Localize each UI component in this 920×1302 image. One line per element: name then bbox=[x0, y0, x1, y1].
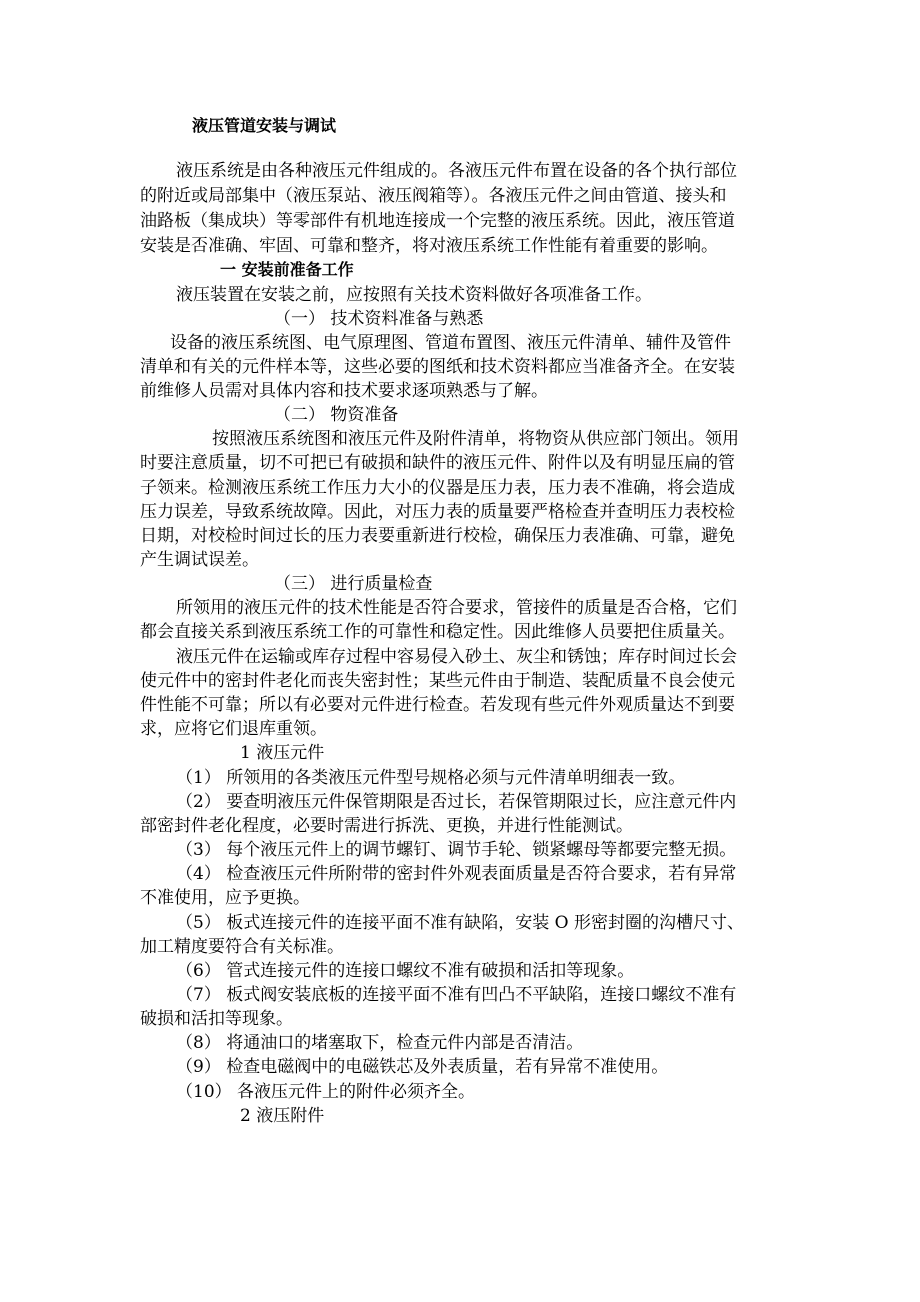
list-item-continuation: 加工精度要符合有关标准。 bbox=[140, 937, 344, 957]
document-title: 液压管道安装与调试 bbox=[192, 116, 337, 135]
paragraph-line: 前维修人员需对具体内容和技术要求逐项熟悉与了解。 bbox=[140, 381, 548, 401]
list-item: （4） 检查液压元件所附带的密封件外观表面质量是否符合要求，若有异常 bbox=[176, 864, 737, 884]
item-group-heading: 1 液压元件 bbox=[240, 743, 325, 763]
paragraph-line: 所领用的液压元件的技术性能是否符合要求，管接件的质量是否合格，它们 bbox=[176, 598, 737, 618]
paragraph-line: 液压元件在运输或库存过程中容易侵入砂土、灰尘和锈蚀；库存时间过长会 bbox=[176, 647, 737, 667]
paragraph-line: 设备的液压系统图、电气原理图、管道布置图、液压元件清单、辅件及管件 bbox=[170, 333, 731, 353]
paragraph-line: 按照液压系统图和液压元件及附件清单，将物资从供应部门领出。领用 bbox=[212, 429, 739, 449]
list-item: （9） 检查电磁阀中的电磁铁芯及外表质量，若有异常不准使用。 bbox=[176, 1057, 669, 1077]
paragraph-line: 使元件中的密封件老化而丧失密封性；某些元件由于制造、装配质量不良会使元 bbox=[140, 671, 735, 691]
subsection-heading: （二） 物资准备 bbox=[274, 405, 399, 425]
intro-line: 油路板（集成块）等零部件有机地连接成一个完整的液压系统。因此，液压管道 bbox=[140, 211, 735, 231]
list-item: （5） 板式连接元件的连接平面不准有缺陷，安装 O 形密封圈的沟槽尺寸、 bbox=[176, 913, 744, 933]
list-item-continuation: 部密封件老化程度，必要时需进行拆洗、更换，并进行性能测试。 bbox=[140, 816, 633, 836]
section-heading: 一 安装前准备工作 bbox=[220, 260, 354, 279]
paragraph-line: 日期，对校检时间过长的压力表要重新进行校检，确保压力表准确、可靠，避免 bbox=[140, 526, 735, 546]
list-item: （7） 板式阀安装底板的连接平面不准有凹凸不平缺陷，连接口螺纹不准有 bbox=[176, 985, 737, 1005]
paragraph-line: 清单和有关的元件样本等，这些必要的图纸和技术资料都应当准备齐全。在安装 bbox=[140, 357, 735, 377]
intro-line: 液压系统是由各种液压元件组成的。各液压元件布置在设备的各个执行部位 bbox=[176, 161, 737, 181]
list-item: （10） 各液压元件上的附件必须齐全。 bbox=[176, 1082, 476, 1102]
item-group-heading: 2 液压附件 bbox=[240, 1106, 325, 1126]
paragraph-line: 时要注意质量，切不可把已有破损和缺件的液压元件、附件以及有明显压扁的管 bbox=[140, 453, 735, 473]
subsection-heading: （三） 进行质量检查 bbox=[274, 574, 433, 594]
list-item-continuation: 破损和活扣等现象。 bbox=[140, 1009, 293, 1029]
paragraph-line: 件性能不可靠；所以有必要对元件进行检查。若发现有些元件外观质量达不到要 bbox=[140, 695, 735, 715]
list-item: （2） 要查明液压元件保管期限是否过长，若保管期限过长，应注意元件内 bbox=[176, 792, 737, 812]
list-item: （6） 管式连接元件的连接口螺纹不准有破损和活扣等现象。 bbox=[176, 961, 635, 981]
list-item-continuation: 不准使用，应予更换。 bbox=[140, 888, 310, 908]
paragraph-line: 子领来。检测液压系统工作压力大小的仪器是压力表，压力表不准确，将会造成 bbox=[140, 478, 735, 498]
intro-line: 安装是否准确、牢固、可靠和整齐，将对液压系统工作性能有着重要的影响。 bbox=[140, 236, 718, 256]
list-item: （8） 将通油口的堵塞取下，检查元件内部是否清洁。 bbox=[176, 1033, 584, 1053]
intro-line: 的附近或局部集中（液压泵站、液压阀箱等）。各液压元件之间由管道、接头和 bbox=[140, 186, 727, 206]
section-intro: 液压装置在安装之前，应按照有关技术资料做好各项准备工作。 bbox=[176, 285, 652, 305]
paragraph-line: 产生调试误差。 bbox=[140, 550, 259, 570]
paragraph-line: 都会直接关系到液压系统工作的可靠性和稳定性。因此维修人员要把住质量关。 bbox=[140, 622, 735, 642]
subsection-heading: （一） 技术资料准备与熟悉 bbox=[274, 309, 484, 329]
paragraph-line: 压力误差，导致系统故障。因此，对压力表的质量要严格检查并查明压力表校检 bbox=[140, 502, 735, 522]
list-item: （3） 每个液压元件上的调节螺钉、调节手轮、锁紧螺母等都要完整无损。 bbox=[176, 840, 737, 860]
paragraph-line: 求，应将它们退库重领。 bbox=[140, 719, 327, 739]
list-item: （1） 所领用的各类液压元件型号规格必须与元件清单明细表一致。 bbox=[176, 768, 686, 788]
